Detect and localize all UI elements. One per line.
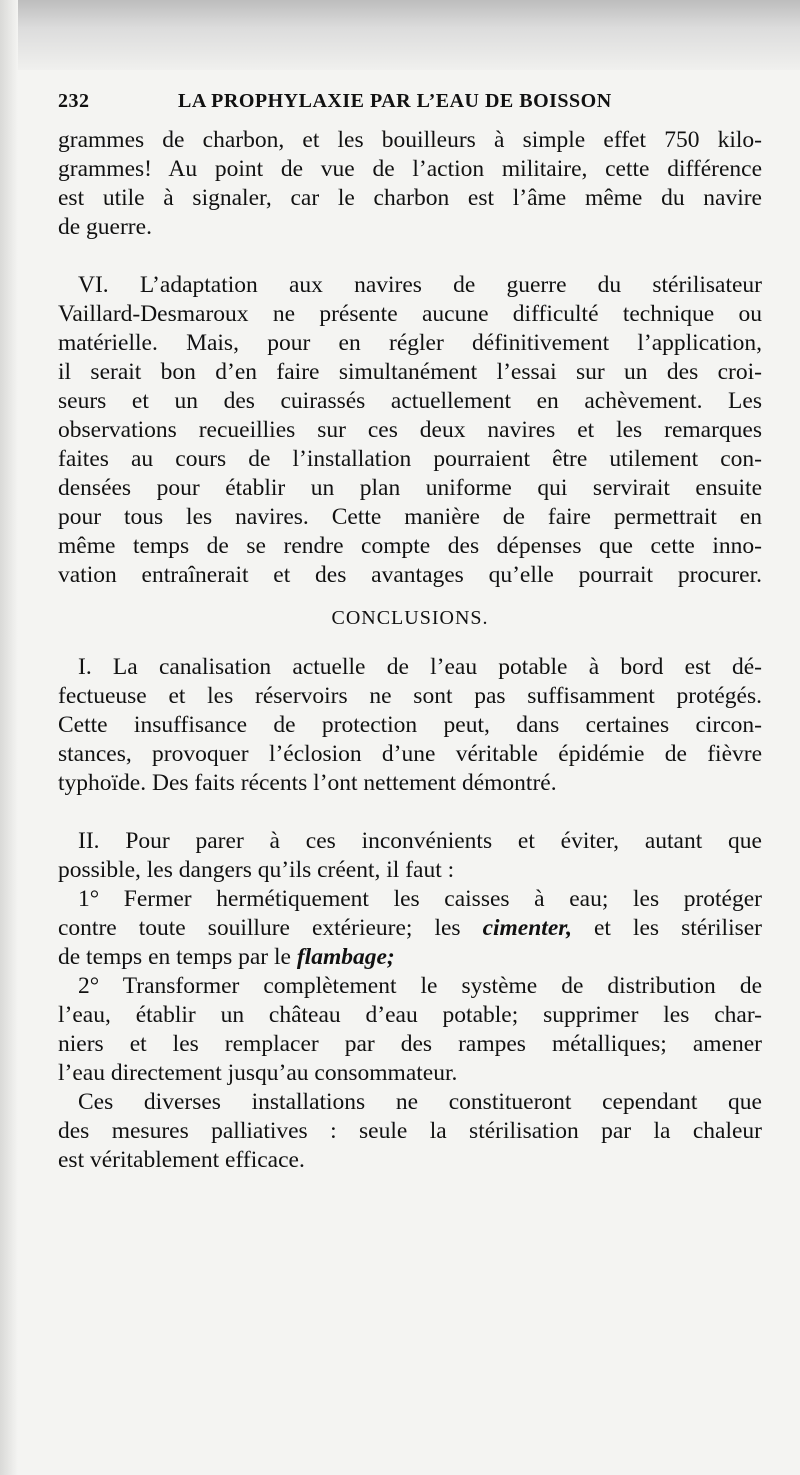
list-item-2 [58, 972, 762, 1088]
paragraph-conclusion-ii [58, 827, 762, 885]
text-line: Vaillard-Desmaroux ne présente aucune difficulté technique ou [58, 301, 762, 327]
text-line: des mesures palliatives : seule la stérilisation par la chaleur [58, 1118, 762, 1144]
text-line: même temps de se rendre compte des dépenses que cette inno- [58, 533, 762, 559]
text-line: observations recueillies sur ces deux navires et les remarques [58, 417, 762, 443]
emphasis-flambage: flambage; [296, 944, 395, 970]
running-title: LA PROPHYLAXIE PAR L’EAU DE BOISSON [178, 90, 612, 112]
text-line: est utile à signaler, car le charbon est l’âme même du navire [58, 185, 762, 211]
text-line: pour tous les navires. Cette manière de faire permettrait en [58, 504, 762, 530]
text-line: I. La canalisation actuelle de l’eau potable à bord est dé- [78, 654, 762, 680]
scan-shadow-top [0, 0, 800, 70]
text-line: 2° Transformer complètement le système de distribution de [78, 973, 762, 999]
text-fragment: contre toute souillure extérieure; les [58, 915, 461, 941]
text-line: possible, les dangers qu’ils créent, il faut : [58, 857, 455, 883]
text-line: VI. L’adaptation aux navires de guerre du stérilisateur [78, 272, 762, 298]
text-line: est véritablement efficace. [58, 1147, 305, 1173]
text-line: grammes! Au point de vue de l’action militaire, cette différence [58, 156, 762, 182]
conclusions-heading: CONCLUSIONS. [331, 607, 489, 629]
text-line: faites au cours de l’installation pourraient être utilement con- [58, 446, 762, 472]
text-line: il serait bon d’en faire simultanément l’essai sur un des croi- [58, 359, 762, 385]
page-body [58, 126, 762, 1175]
text-line: niers et les remplacer par des rampes métalliques; amener [58, 1031, 762, 1057]
text-line: Cette insuffisance de protection peut, dans certaines circon- [58, 712, 762, 738]
scan-shadow-left [0, 0, 18, 1475]
text-line: l’eau directement jusqu’au consommateur. [58, 1060, 458, 1086]
text-line: densées pour établir un plan uniforme qui servirait ensuite [58, 475, 762, 501]
text-line: vation entraînerait et des avantages qu’elle pourrait procurer. [58, 562, 762, 588]
text-line: stances, provoquer l’éclosion d’une véritable épidémie de fièvre [58, 741, 762, 767]
text-line: de guerre. [58, 214, 152, 240]
running-header [58, 82, 762, 116]
paragraph-conclusion-i [58, 653, 762, 798]
text-line: II. Pour parer à ces inconvénients et éviter, autant que [78, 828, 762, 854]
text-fragment: de temps en temps par le [58, 944, 291, 970]
page-number: 232 [58, 90, 90, 112]
list-item-1 [58, 885, 762, 972]
text-line: 1° Fermer hermétiquement les caisses à eau; les protéger [78, 886, 762, 912]
paragraph-section-vi [58, 271, 762, 590]
emphasis-cimenter: cimenter, [482, 915, 572, 941]
text-line: grammes de charbon, et les bouilleurs à simple effet 750 kilo- [58, 127, 762, 153]
text-fragment: et les stériliser [594, 915, 763, 941]
text-line: matérielle. Mais, pour en régler définitivement l’application, [58, 330, 762, 356]
text-line: seurs et un des cuirassés actuellement en achèvement. Les [58, 388, 762, 414]
text-line: l’eau, établir un château d’eau potable; supprimer les char- [58, 1002, 762, 1028]
text-line: fectueuse et les réservoirs ne sont pas suffisamment protégés. [58, 683, 762, 709]
text-line: Ces diverses installations ne constitueront cependant que [78, 1089, 762, 1115]
paragraph-coal-consumption [58, 126, 762, 242]
text-line: typhoïde. Des faits récents l’ont nettement démontré. [58, 770, 557, 796]
paragraph-closing [58, 1088, 762, 1175]
text-line [58, 943, 762, 972]
book-page [58, 82, 762, 1175]
text-line [58, 914, 762, 943]
